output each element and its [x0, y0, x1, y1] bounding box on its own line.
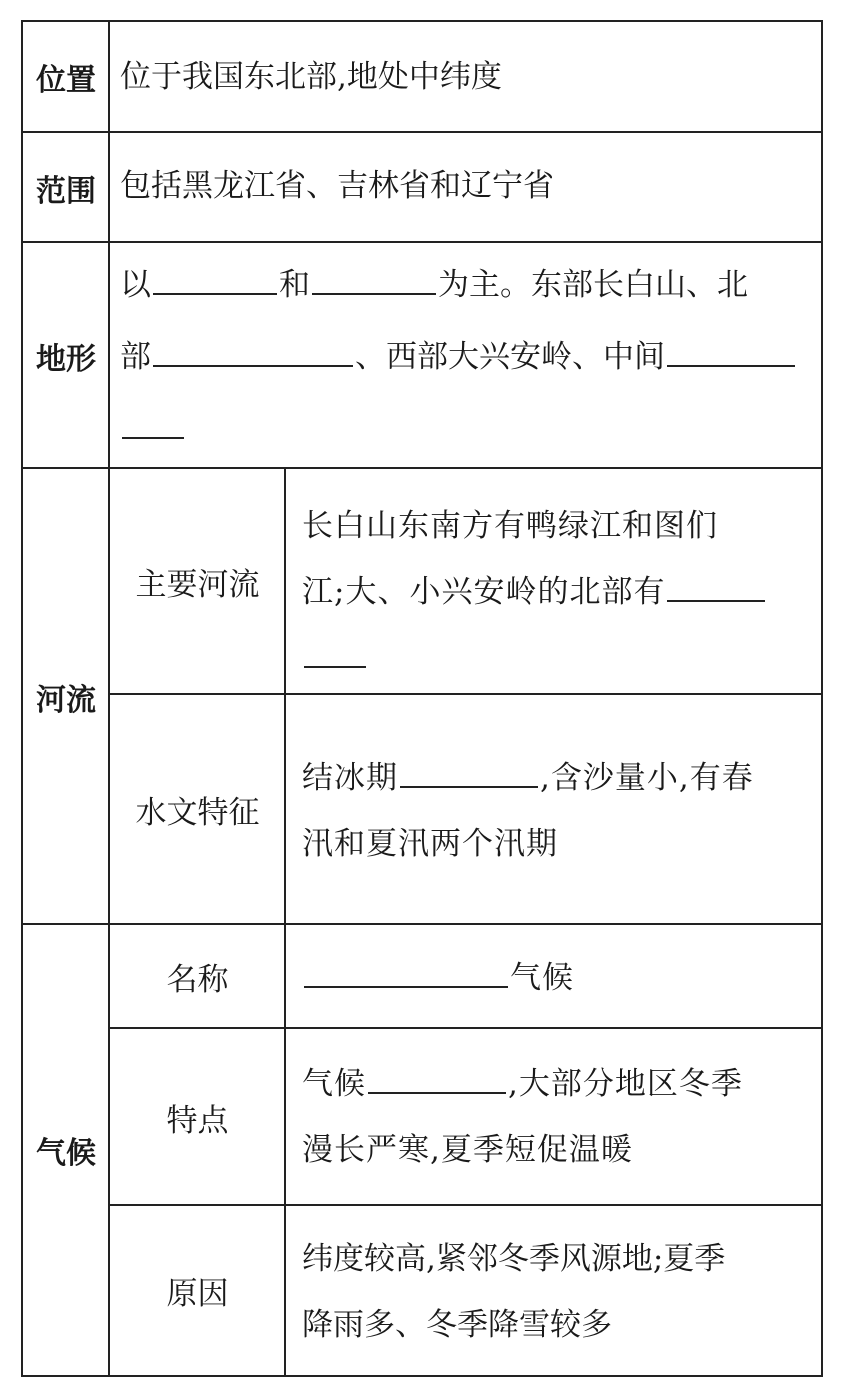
climate-feature-text-part: ,大部分地区冬季 [508, 1066, 743, 1102]
terrain-text-part: 和 [279, 267, 310, 303]
location-header: 位置 [36, 63, 96, 98]
climate-cause-line-1: 纬度较高,紧邻冬季风源地;夏季 [302, 1241, 726, 1277]
main-rivers-text [286, 469, 821, 694]
answer-blank[interactable] [667, 560, 765, 602]
terrain-line-3 [120, 393, 821, 465]
climate-header: 气候 [36, 1136, 96, 1171]
main-rivers-line-2 [302, 559, 821, 625]
climate-name-label: 名称 [166, 962, 229, 998]
climate-cause-line-2: 降雨多、冬季降雪较多 [302, 1307, 612, 1343]
terrain-header: 地形 [36, 341, 96, 377]
answer-blank[interactable] [368, 1052, 506, 1094]
climate-feature-text-part: 气候 [302, 1066, 366, 1102]
climate-feature-label: 特点 [166, 1102, 229, 1139]
answer-blank[interactable] [304, 946, 508, 988]
terrain-text-part: 以 [120, 267, 151, 303]
main-rivers-line-3 [302, 625, 821, 691]
rivers-header: 河流 [36, 682, 96, 718]
hydrology-text [286, 695, 821, 924]
terrain-text-part: 部 [120, 339, 151, 375]
hydrology-label: 水文特征 [135, 795, 260, 831]
answer-blank[interactable] [304, 626, 366, 668]
answer-blank[interactable] [122, 397, 184, 439]
climate-cause-label: 原因 [166, 1276, 229, 1312]
location-text: 位于我国东北部,地处中纬度 [120, 59, 502, 95]
climate-feature-line-2: 漫长严寒,夏季短促温暖 [302, 1132, 633, 1168]
answer-blank[interactable] [667, 325, 795, 367]
answer-blank[interactable] [312, 253, 436, 295]
climate-cause-text [286, 1206, 821, 1375]
climate-name-text [286, 925, 821, 1028]
hydrology-text-part: 结冰期 [302, 760, 398, 796]
terrain-text [110, 243, 821, 468]
climate-feature-line-1 [302, 1051, 821, 1117]
main-rivers-line-1: 长白山东南方有鸭绿江和图们 [302, 508, 718, 544]
hydrology-line-1 [302, 745, 821, 811]
geography-table [21, 20, 823, 1377]
terrain-text-part: 为主。东部长白山、北 [438, 267, 748, 303]
climate-feature-text [286, 1029, 821, 1205]
hydrology-line-2: 汛和夏汛两个汛期 [302, 826, 558, 862]
answer-blank[interactable] [400, 746, 538, 788]
scope-text: 包括黑龙江省、吉林省和辽宁省 [120, 168, 554, 204]
hydrology-text-part: ,含沙量小,有春 [540, 760, 754, 796]
scope-header: 范围 [36, 173, 96, 209]
terrain-text-part: 、西部大兴安岭、中间 [355, 339, 665, 375]
climate-name-suffix: 气候 [510, 960, 574, 996]
answer-blank[interactable] [153, 253, 277, 295]
terrain-line-2 [120, 321, 821, 393]
answer-blank[interactable] [153, 325, 353, 367]
main-rivers-label: 主要河流 [135, 567, 260, 603]
terrain-line-1 [120, 249, 821, 321]
main-rivers-text-part: 江;大、小兴安岭的北部有 [302, 574, 666, 610]
